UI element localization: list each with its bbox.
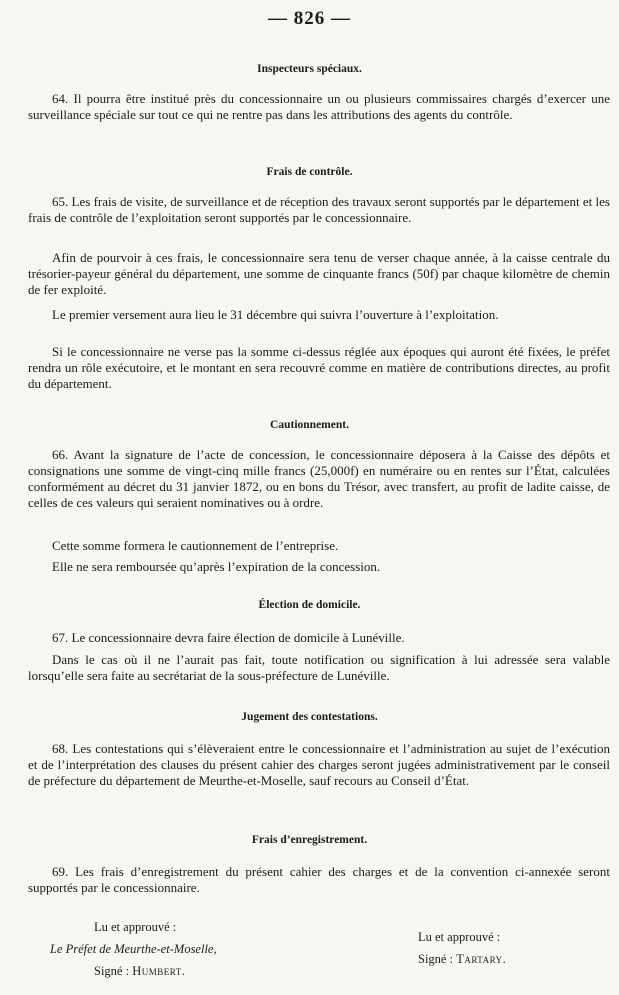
paragraph-65-versement: Le premier versement aura lieu le 31 décembre qui suivra l’ouverture à l’exploitation. xyxy=(52,307,499,322)
paragraph-68: 68. Les contestations qui s’élèveraient entre le concessionnaire et l’administration au sujet de l’exécution et de l’interprétation des clauses du présent cahier des charges seront jugées administrativement par le conseil de préfecture du département de Meurthe-et-Moselle, sauf recours au Conseil d’État. xyxy=(28,741,610,788)
signature-left xyxy=(50,916,217,982)
signature-left-name: Humbert. xyxy=(132,964,186,978)
signature-left-signed xyxy=(94,960,217,982)
signature-right-name: Tartary. xyxy=(456,952,507,966)
heading-cautionnement: Cautionnement. xyxy=(270,419,349,431)
signature-left-title: Le Préfet de Meurthe-et-Moselle, xyxy=(50,942,217,956)
paragraph-69: 69. Les frais d’enregistrement du présent cahier des charges et de la convention ci-annexée seront supportés par le concessionnaire. xyxy=(28,864,610,895)
heading-enregistrement: Frais d’enregistrement. xyxy=(251,834,368,846)
signature-right-label: Signé : xyxy=(418,952,457,966)
signature-right-approval: Lu et approuvé : xyxy=(418,930,501,944)
heading-election-domicile: Élection de domicile. xyxy=(258,599,361,611)
paragraph-66-cautionnement: Cette somme formera le cautionnement de l’entreprise. xyxy=(52,538,339,553)
signature-left-approval: Lu et approuvé : xyxy=(94,920,177,934)
paragraph-64: 64. Il pourra être institué près du concessionnaire un ou plusieurs commissaires chargés d’exercer une surveillance spéciale sur tout ce qui ne rentre pas dans les attributions des agents du contrôle. xyxy=(28,91,610,122)
signature-right-signed xyxy=(418,948,506,970)
paragraph-66: 66. Avant la signature de l’acte de concession, le concessionnaire déposera à la Caisse des dépôts et consignations une somme de vingt-cinq mille francs (25,000f) en numéraire ou en rentes sur l’État, calculées conformément au décret du 31 janvier 1872, ou en bons du Trésor, avec transfert, au profit de ladite caisse, de celles de ces valeurs qui seraient nominatives ou à ordre. xyxy=(28,447,610,510)
paragraph-65-frais: Afin de pourvoir à ces frais, le concessionnaire sera tenu de verser chaque année, à la caisse centrale du trésorier-payeur général du département, une somme de cinquante francs (50f) par chaque kilomètre de chemin de fer exploité. xyxy=(28,250,610,297)
heading-frais-controle: Frais de contrôle. xyxy=(266,166,353,178)
signature-left-label: Signé : xyxy=(94,964,133,978)
paragraph-66-remboursement: Elle ne sera remboursée qu’après l’expiration de la concession. xyxy=(52,559,381,574)
paragraph-65-role: Si le concessionnaire ne verse pas la somme ci-dessus réglée aux époques qui auront été fixées, le préfet rendra un rôle exécutoire, et le montant en sera recouvré comme en matière de contributions directes, au profit du département. xyxy=(28,344,610,391)
paragraph-67-notification: Dans le cas où il ne l’aurait pas fait, toute notification ou signification à lui adressée sera valable lorsqu’elle sera faite au secrétariat de la sous-préfecture de Lunéville. xyxy=(28,652,610,683)
signature-right xyxy=(418,926,506,970)
heading-jugement: Jugement des contestations. xyxy=(241,711,378,723)
paragraph-67: 67. Le concessionnaire devra faire élection de domicile à Lunéville. xyxy=(52,630,405,645)
heading-inspecteurs: Inspecteurs spéciaux. xyxy=(257,63,362,75)
page-number: — 826 — xyxy=(268,8,351,29)
paragraph-65: 65. Les frais de visite, de surveillance et de réception des travaux seront supportés par le département et les frais de contrôle de l’exploitation seront supportés par le concessionnaire. xyxy=(28,194,610,225)
